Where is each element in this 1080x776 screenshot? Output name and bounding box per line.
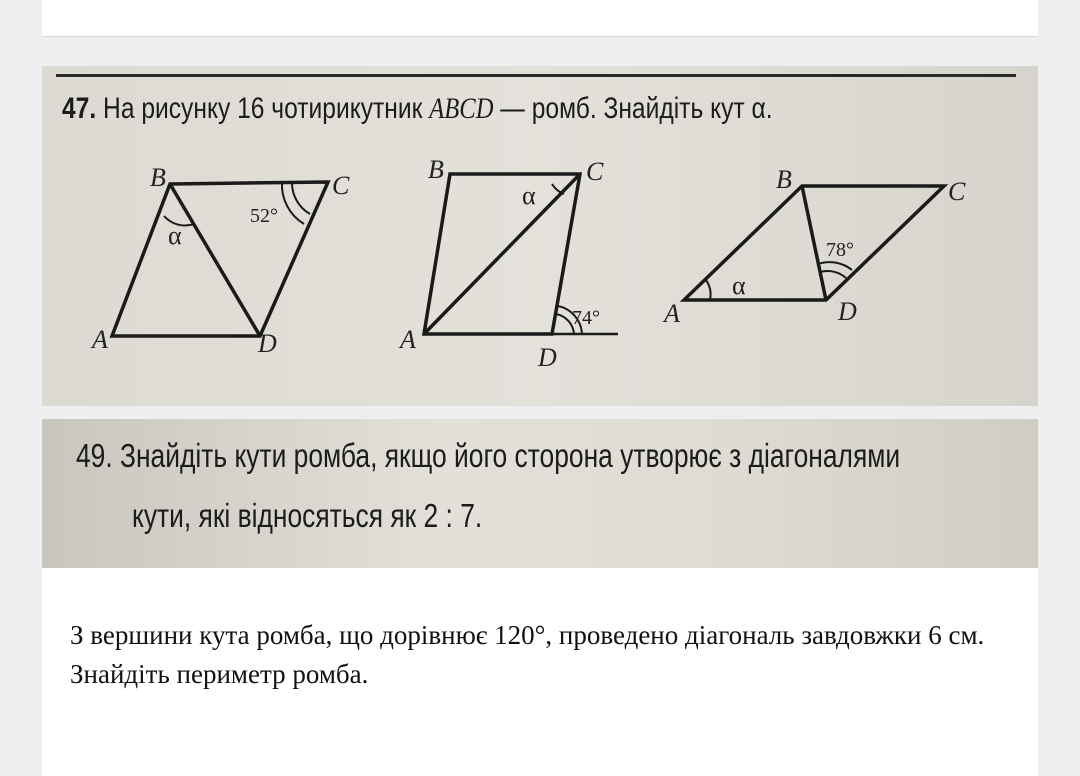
figure-a-angle-arc-2 xyxy=(292,182,310,214)
textbook-photo-problem-49 xyxy=(42,419,1038,568)
problem-49-line-2: кути, які відносяться як 2 : 7. xyxy=(132,497,483,534)
figure-c-alpha-arc xyxy=(706,280,711,300)
problem-47-text-before: На рисунку 16 чотирикутник xyxy=(103,92,430,125)
problem-49-number: 49. xyxy=(76,437,113,474)
figure-b-label-d: D xyxy=(538,343,557,372)
textbook-photo-problem-47 xyxy=(42,66,1038,406)
figure-b-alpha-label: α xyxy=(522,181,536,210)
figure-c-label-d: D xyxy=(838,297,857,326)
figure-b-angle-label: 74° xyxy=(572,307,600,329)
figure-a-label-c: C xyxy=(332,171,350,200)
figure-b-alpha-arc xyxy=(552,184,564,194)
rhombus-figures xyxy=(42,66,1038,406)
figure-b-label-c: C xyxy=(586,157,604,186)
figure-a-diagonal xyxy=(170,184,260,336)
figure-c-angle-arc-1 xyxy=(820,271,846,278)
figure-c-label-c: C xyxy=(948,177,966,206)
figure-a-alpha-label: α xyxy=(168,221,182,250)
figure-c-alpha-label: α xyxy=(732,271,746,300)
task-text: З вершини кута ромба, що дорівнює 120°, проведено діагональ завдовжки 6 см. Знайдіть периметр ромба. xyxy=(70,620,985,689)
figure-c-angle-label: 78° xyxy=(826,239,854,261)
problem-47-figure-name: ABCD xyxy=(429,92,494,125)
problem-47-text-after: — ромб. Знайдіть кут α. xyxy=(493,92,773,125)
problem-49-text-1: Знайдіть кути ромба, якщо його сторона утворює з діагоналями xyxy=(112,437,901,474)
figure-a-label-b: B xyxy=(150,163,166,192)
figure-a-angle-label: 52° xyxy=(250,205,278,227)
figure-c-label-a: A xyxy=(664,299,680,328)
figure-b-label-b: B xyxy=(428,155,444,184)
card-top xyxy=(42,0,1038,37)
figure-a-rhombus xyxy=(112,182,328,336)
figure-c-label-b: B xyxy=(776,165,792,194)
figure-a-label-a: A xyxy=(92,325,108,354)
figure-c-angle-arc-2 xyxy=(818,262,852,270)
figure-b-label-a: A xyxy=(400,325,416,354)
figure-c xyxy=(684,186,944,300)
problem-47-number: 47. xyxy=(62,92,97,125)
figure-a-label-d: D xyxy=(258,329,277,358)
figure-a xyxy=(112,182,328,336)
figure-c-diagonal xyxy=(802,186,826,300)
problem-49-line-1 xyxy=(76,437,900,475)
